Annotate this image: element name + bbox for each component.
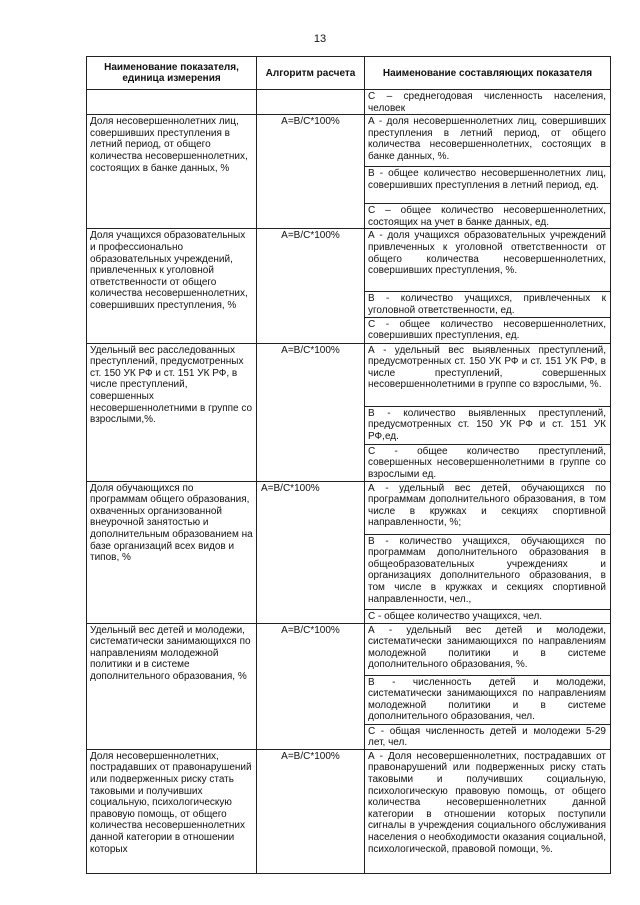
indicator-name-cell: Удельный вес расследованных преступлений, предусмотренных ст. 150 УК РФ и ст. 151 УК РФ, в числе преступлений, совершенных несовершеннолетними в группе со взрослыми,%. bbox=[87, 343, 257, 481]
component-cell: В - численность детей и молодежи, систематически занимающихся по направлениям молодежной политики и в системе дополнительного образования, чел. bbox=[365, 675, 611, 724]
component-cell: С – общее количество несовершеннолетних, состоящих на учет в банке данных, ед. bbox=[365, 204, 611, 229]
indicator-name-cell: Удельный вес детей и молодежи, систематически занимающихся по направлениям молодежной политики и в системе дополнительного образования, % bbox=[87, 623, 257, 749]
algorithm-cell: A=B/C*100% bbox=[257, 229, 365, 343]
table-row bbox=[87, 623, 611, 675]
component-cell: А - удельный вес детей и молодежи, систематически занимающихся по направлениям молодежной политики и в системе дополнительного образования, %. bbox=[365, 623, 611, 675]
indicator-name-cell: Доля несовершеннолетних лиц, совершивших преступления в летний период, от общего количества несовершеннолетних, состоящих в банке данных, % bbox=[87, 115, 257, 229]
table-header-row bbox=[87, 57, 611, 90]
component-cell: С - общая численность детей и молодежи 5-29 лет, чел. bbox=[365, 724, 611, 749]
component-cell: В - количество учащихся, обучающихся по программам дополнительного образования в общеобразовательных учреждениях и организациях дополнительного образования, в том числе в кружках и секциях спортивной направленности, чел., bbox=[365, 534, 611, 609]
indicator-name-cell: Доля несовершеннолетних, пострадавших от правонарушений или подверженных риску стать таковыми и получивших социальную, психологическую правовую помощь, от общего количества несовершеннолетних данной категории в отношении которых bbox=[87, 749, 257, 873]
table-row bbox=[87, 343, 611, 406]
indicator-name-cell bbox=[87, 90, 257, 115]
algorithm-cell: A=B/C*100% bbox=[257, 623, 365, 749]
indicator-name-cell: Доля обучающихся по программам общего образования, охваченных организованной внеурочной занятостью и дополнительным образованием на базе организаций всех видов и типов, % bbox=[87, 481, 257, 623]
page-number: 13 bbox=[313, 33, 327, 45]
table-row bbox=[87, 749, 611, 873]
component-cell: С - общее количество учащихся, чел. bbox=[365, 609, 611, 623]
algorithm-cell: A=B/C*100% bbox=[257, 481, 365, 623]
table-row bbox=[87, 481, 611, 534]
indicator-name-cell: Доля учащихся образовательных и профессионально образовательных учреждений, привлеченных к уголовной ответственности от общего количества несовершеннолетних, совершивших преступления, % bbox=[87, 229, 257, 343]
component-cell: В - количество учащихся, привлеченных к уголовной ответственности, ед. bbox=[365, 292, 611, 317]
table-row bbox=[87, 90, 611, 115]
component-cell: А - удельный вес детей, обучающихся по программам дополнительного образования, в том числе в кружках и секциях спортивной направленности, %; bbox=[365, 481, 611, 534]
component-cell: С - общее количество преступлений, совершенных несовершеннолетними в группе со взрослыми ед. bbox=[365, 444, 611, 481]
component-cell: А - доля несовершеннолетних лиц, совершивших преступления в летний период, от общего количества несовершеннолетних, состоящих в банке данных, %. bbox=[365, 115, 611, 167]
component-cell: А - доля учащихся образовательных учреждений привлеченных к уголовной ответственности от общего количества несовершеннолетних, совершивших преступления, %. bbox=[365, 229, 611, 292]
component-cell: В - общее количество несовершеннолетних лиц, совершивших преступления в летний период, ед. bbox=[365, 167, 611, 204]
table-row bbox=[87, 115, 611, 167]
component-cell: В - количество выявленных преступлений, предусмотренных ст. 150 УК РФ и ст. 151 УК РФ,ед. bbox=[365, 406, 611, 444]
indicators-table bbox=[86, 56, 611, 874]
algorithm-cell: A=B/C*100% bbox=[257, 749, 365, 873]
table-row bbox=[87, 229, 611, 292]
component-cell: С – среднегодовая численность населения, человек bbox=[365, 90, 611, 115]
component-cell: А - удельный вес выявленных преступлений, предусмотренных ст. 150 УК РФ и ст. 151 УК РФ, в числе преступлений, совершенных несовершеннолетними в группе со взрослыми, %. bbox=[365, 343, 611, 406]
algorithm-cell bbox=[257, 90, 365, 115]
header-algorithm: Алгоритм расчета bbox=[257, 57, 365, 90]
algorithm-cell: A=B/C*100% bbox=[257, 115, 365, 229]
algorithm-cell: A=B/C*100% bbox=[257, 343, 365, 481]
component-cell: С - общее количество несовершеннолетних, совершивших преступления, ед. bbox=[365, 317, 611, 343]
component-cell: А - Доля несовершеннолетних, пострадавших от правонарушений или подверженных риску стать таковыми и получивших социальную, психологическую правовую помощь, от общего количества несовершеннолетних данной категории в отношении которых поступили сигналы в учреждения социального обслуживания населения о необходимости оказания социальной, психологической, правовой помощи, %. bbox=[365, 749, 611, 873]
header-components: Наименование составляющих показателя bbox=[365, 57, 611, 90]
header-indicator-name: Наименование показателя, единица измерения bbox=[87, 57, 257, 90]
